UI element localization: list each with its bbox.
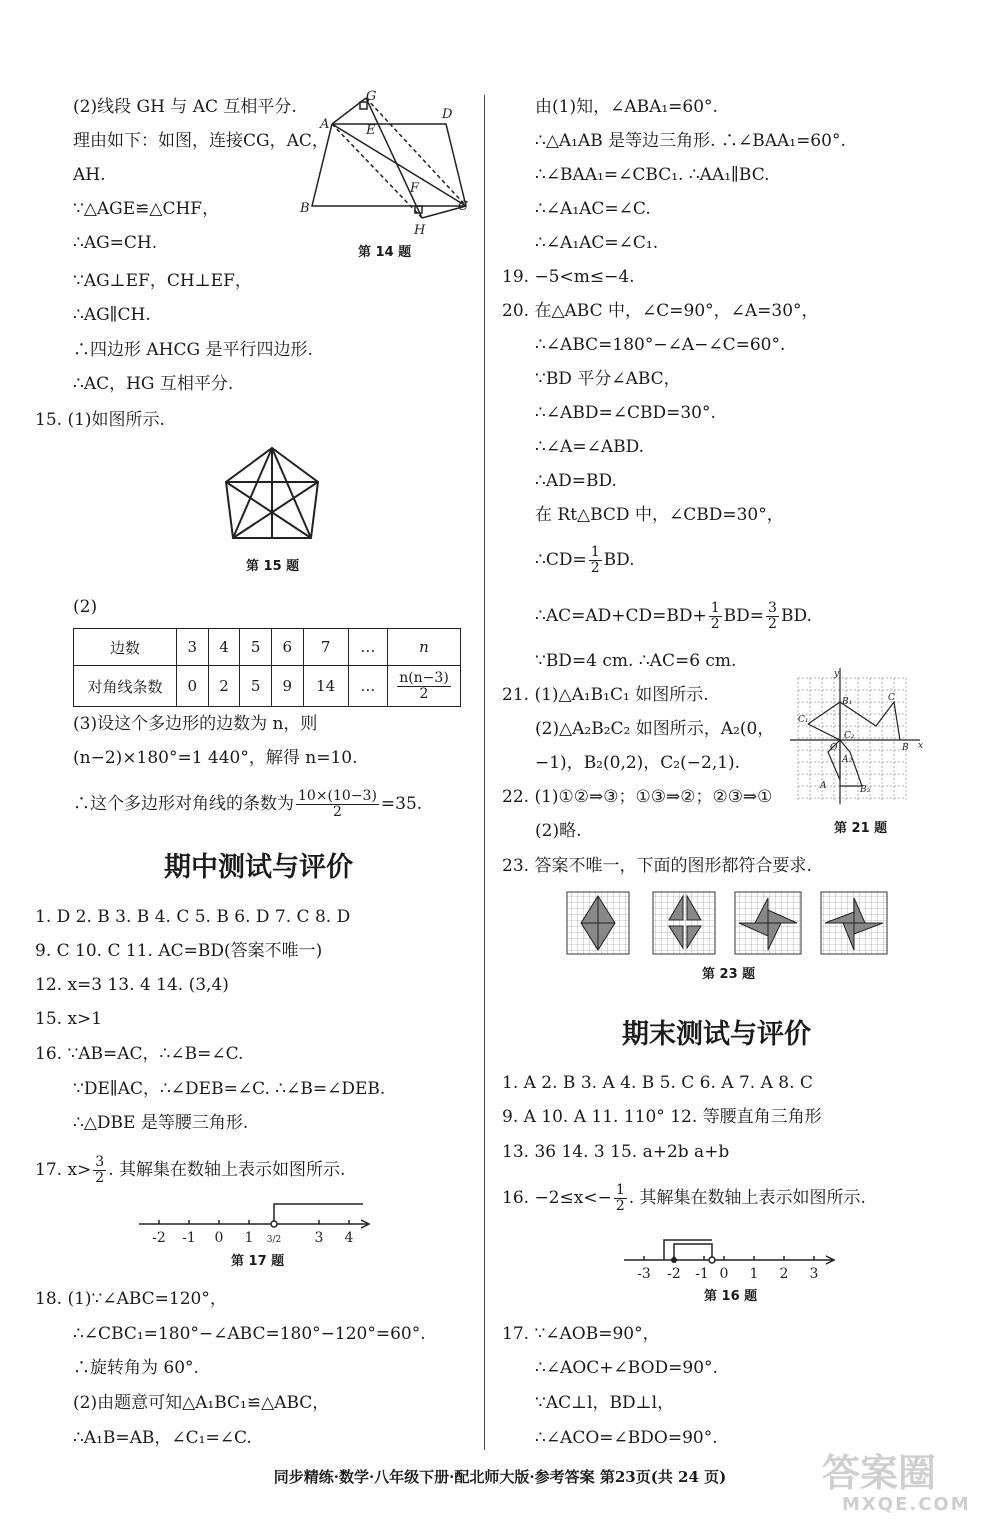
fig16-tick: 2: [779, 1266, 789, 1282]
figure-23-tiles: [565, 890, 895, 960]
fig14-label-h: H: [414, 223, 426, 238]
fig23-caption: 第 23 题: [702, 967, 756, 982]
table-cell: 3: [177, 629, 209, 666]
fig16-tick: 3: [809, 1266, 819, 1282]
figure-21-grid: [790, 668, 925, 808]
q14-line-5: ∴AG=CH.: [73, 233, 158, 253]
figure-15: [217, 440, 327, 552]
fig14-label-d: D: [442, 107, 453, 122]
q20-ac-num1: 1: [710, 600, 720, 616]
q20-line5: ∴∠A=∠ABD.: [535, 437, 645, 457]
table-cell: 14: [303, 666, 348, 707]
fig21-label-c2: C₂: [844, 731, 855, 741]
column-divider: [484, 95, 485, 1450]
mid-q16-line3: ∴△DBE 是等腰三角形.: [73, 1113, 249, 1133]
table-cell: 5: [240, 666, 272, 707]
mid-q18-line5: ∴A₁B=AB，∠C₁=∠C.: [73, 1428, 252, 1448]
figure-17-number-line: [135, 1198, 375, 1248]
final-answers-2: 9. A 10. A 11. 110° 12. 等腰直角三角形: [502, 1107, 822, 1127]
q20-line2: ∴∠ABC=180°−∠A−∠C=60°.: [535, 335, 786, 355]
q20-cd-line: [535, 538, 635, 582]
fig16-tick: -3: [637, 1266, 651, 1282]
fig16-tick: -2: [667, 1266, 681, 1282]
q15-part3-line2: (n−2)×180°=1 440°，解得 n=10.: [73, 748, 358, 768]
fig14-quadrilateral: [312, 124, 466, 206]
q20-ac-pre: ∴AC=AD+CD=BD+: [535, 606, 707, 626]
mid-q17-line: [35, 1148, 345, 1192]
q20-line1: 20. 在△ABC 中，∠C=90°，∠A=30°，: [502, 301, 819, 321]
mid-q17-pre: 17. x>: [35, 1160, 92, 1180]
watermark-logo: 答案圈: [822, 1451, 937, 1495]
fig21-label-c1: C₁: [798, 715, 809, 725]
q20-ac-mid: BD=: [723, 606, 765, 626]
fig16-tick: 0: [719, 1266, 729, 1282]
table-cell: 6: [271, 629, 303, 666]
fig21-label-b: B: [902, 743, 909, 753]
final-q17-line4: ∴∠ACO=∠BDO=90°.: [535, 1428, 718, 1448]
q15-part3-line3: [73, 782, 422, 826]
final-q16-post: . 其解集在数轴上表示如图所示.: [628, 1188, 866, 1208]
q14-line-8: ∴四边形 AHCG 是平行四边形.: [73, 340, 313, 360]
q22-line2: (2)略.: [535, 821, 582, 841]
tile-4: [821, 892, 887, 954]
table-cell: 7: [303, 629, 348, 666]
q18-cont-line1: 由(1)知，∠ABA₁=60°.: [535, 97, 718, 117]
fig14-label-a: A: [320, 117, 330, 132]
fig15-caption: 第 15 题: [246, 559, 300, 574]
fig17-tick-half: 3/2: [266, 1235, 282, 1245]
q20-ac-den1: 2: [710, 616, 720, 632]
fig17-caption: 第 17 题: [231, 1254, 285, 1269]
fig21-label-c: C: [888, 693, 895, 703]
table-cell: 0: [177, 666, 209, 707]
q14-line-7: ∴AG∥CH.: [73, 305, 151, 325]
table-cell: 4: [208, 629, 240, 666]
final-q16-pre: 16. −2≤x<−: [502, 1188, 612, 1208]
table-cell-formula: [388, 666, 461, 707]
mid-q17-num: 3: [95, 1154, 105, 1170]
mid-q18-line2: ∴∠CBC₁=180°−∠ABC=180°−120°=60°.: [73, 1324, 426, 1344]
midterm-title: 期中测试与评价: [164, 852, 353, 883]
fig14-label-e: E: [366, 123, 376, 138]
final-answers-1: 1. A 2. B 3. A 4. B 5. C 6. A 7. A 8. C: [502, 1073, 813, 1093]
q14-line-6: ∵AG⊥EF，CH⊥EF，: [73, 271, 252, 291]
fig17-tick: 0: [214, 1230, 224, 1246]
fig14-label-f: F: [410, 181, 420, 196]
figure-16-number-line: [620, 1236, 840, 1282]
fig14-label-c: C: [458, 199, 468, 214]
tile-2: [653, 892, 715, 954]
q14-line-2: 理由如下：如图，连接CG，AC，: [73, 131, 329, 151]
mid-q16-line1: 16. ∵AB=AC，∴∠B=∠C.: [35, 1044, 244, 1064]
final-q16-den: 2: [615, 1198, 625, 1214]
midterm-answers-4: 15. x>1: [35, 1009, 103, 1029]
q20-ac-den2: 2: [768, 616, 777, 632]
midterm-answers-2: 9. C 10. C 11. AC=BD(答案不唯一): [35, 941, 323, 961]
mid-q17-den: 2: [95, 1170, 105, 1186]
q22-line1: 22. (1)①②⇒③；①③⇒②；②③⇒①: [502, 787, 773, 807]
q15-part1: 15. (1)如图所示.: [35, 410, 165, 430]
q23-line: 23. 答案不唯一，下面的图形都符合要求.: [502, 856, 812, 876]
q20-cd-pre: ∴CD=: [535, 550, 587, 570]
q18-cont-line4: ∴∠A₁AC=∠C.: [535, 199, 651, 219]
fig21-label-a2: A₂: [842, 755, 853, 765]
table-cell: 2: [208, 666, 240, 707]
q14-line-3: AH.: [73, 165, 106, 185]
fig17-tick: 4: [344, 1230, 354, 1246]
fig17-tick: -2: [152, 1230, 166, 1246]
q15-part3-text: ∴这个多边形对角线的条数为: [73, 794, 294, 814]
fig16-tick: 1: [749, 1266, 759, 1282]
q20-ac-line: [535, 594, 812, 638]
final-answers-3: 13. 36 14. 3 15. a+2b a+b: [502, 1142, 730, 1162]
q15-frac-num: 10×(10−3): [298, 788, 377, 804]
q15-part3-result: =35.: [380, 794, 423, 814]
q21-line1: 21. (1)△A₁B₁C₁ 如图所示.: [502, 685, 709, 705]
fig21-caption: 第 21 题: [834, 821, 888, 836]
table-cell: 5: [240, 629, 272, 666]
mid-q17-post: . 其解集在数轴上表示如图所示.: [108, 1160, 346, 1180]
tile-3: [735, 892, 801, 954]
q14-line-9: ∴AC，HG 互相平分.: [73, 374, 234, 394]
fig14-caption: 第 14 题: [358, 245, 412, 260]
midterm-answers-3: 12. x=3 13. 4 14. (3,4): [35, 975, 229, 995]
fig17-tick: -1: [182, 1230, 196, 1246]
fig14-label-b: B: [300, 201, 310, 216]
watermark-url: MXQE.COM: [842, 1494, 971, 1515]
q14-line-1: (2)线段 GH 与 AC 互相平分.: [73, 97, 297, 117]
mid-q18-line1: 18. (1)∵∠ABC=120°，: [35, 1289, 227, 1309]
mid-q18-line4: (2)由题意可知△A₁BC₁≌△ABC，: [73, 1393, 330, 1413]
final-exam-title: 期末测试与评价: [622, 1019, 811, 1050]
final-q17-line1: 17. ∵∠AOB=90°，: [502, 1324, 660, 1344]
q20-last-line: ∵BD=4 cm. ∴AC=6 cm.: [535, 651, 737, 671]
q18-cont-line3: ∴∠BAA₁=∠CBC₁. ∴AA₁∥BC.: [535, 165, 770, 185]
q21-line2: (2)△A₂B₂C₂ 如图所示，A₂(0，: [535, 719, 775, 739]
q21-line3: −1)，B₂(0,2)，C₂(−2,1).: [535, 753, 741, 773]
fig17-tick: 3: [314, 1230, 324, 1246]
formula-denominator: 2: [419, 685, 429, 702]
table-cell: 9: [271, 666, 303, 707]
final-q16-num: 1: [615, 1182, 625, 1198]
q20-ac-post: BD.: [780, 606, 812, 626]
q20-ac-num2: 3: [768, 600, 777, 616]
fig17-tick: 1: [244, 1230, 254, 1246]
fig21-label-a: A: [820, 781, 827, 791]
mid-q18-line3: ∴旋转角为 60°.: [73, 1358, 199, 1378]
q15-frac-den: 2: [333, 804, 342, 820]
fig16-tick: -1: [695, 1266, 709, 1282]
q18-cont-line5: ∴∠A₁AC=∠C₁.: [535, 233, 659, 253]
table-cell: …: [348, 629, 387, 666]
q19-answer: 19. −5<m≤−4.: [502, 267, 635, 287]
q18-cont-line2: ∴△A₁AB 是等边三角形. ∴∠BAA₁=60°.: [535, 131, 846, 151]
q15-part2: (2): [73, 597, 98, 617]
q20-cd-num: 1: [590, 544, 600, 560]
table-cell-n: n: [388, 629, 461, 666]
q20-line4: ∴∠ABD=∠CBD=30°.: [535, 403, 716, 423]
fig14-label-g: G: [366, 89, 377, 104]
fig21-label-y: y: [834, 669, 840, 679]
q20-cd-den: 2: [590, 560, 600, 576]
table-header-sides: 边数: [74, 629, 177, 666]
fig16-caption: 第 16 题: [704, 1289, 758, 1304]
table-cell: …: [348, 666, 387, 707]
table-header-diagonals: 对角线条数: [74, 666, 177, 707]
polygon-diagonal-table: [73, 628, 461, 707]
q20-line3: ∵BD 平分∠ABC，: [535, 369, 681, 389]
fig21-label-b2: B₂: [860, 785, 871, 795]
final-q17-line3: ∵AC⊥l，BD⊥l，: [535, 1393, 675, 1413]
q20-cd-post: BD.: [603, 550, 635, 570]
final-q16-line: [502, 1176, 866, 1220]
figure-14: [296, 88, 476, 238]
midterm-answers-1: 1. D 2. B 3. B 4. C 5. B 6. D 7. C 8. D: [35, 907, 351, 927]
page-footer: 同步精练·数学·八年级下册·配北师大版·参考答案 第23页(共 24 页): [273, 1468, 727, 1486]
fig21-label-b1: B₁: [842, 697, 853, 707]
fig21-label-o: O: [830, 743, 838, 753]
q14-line-4: ∵△AGE≌△CHF，: [73, 199, 220, 219]
tile-1: [567, 892, 629, 954]
final-q17-line2: ∴∠AOC+∠BOD=90°.: [535, 1358, 718, 1378]
fig21-label-x: x: [918, 741, 924, 751]
q15-part3-line1: (3)设这个多边形的边数为 n，则: [73, 714, 318, 734]
formula-numerator: n(n−3): [399, 669, 449, 686]
q20-line7: 在 Rt△BCD 中，∠CBD=30°，: [535, 505, 784, 525]
q20-line6: ∴AD=BD.: [535, 471, 617, 491]
mid-q16-line2: ∵DE∥AC，∴∠DEB=∠C. ∴∠B=∠DEB.: [73, 1079, 386, 1099]
